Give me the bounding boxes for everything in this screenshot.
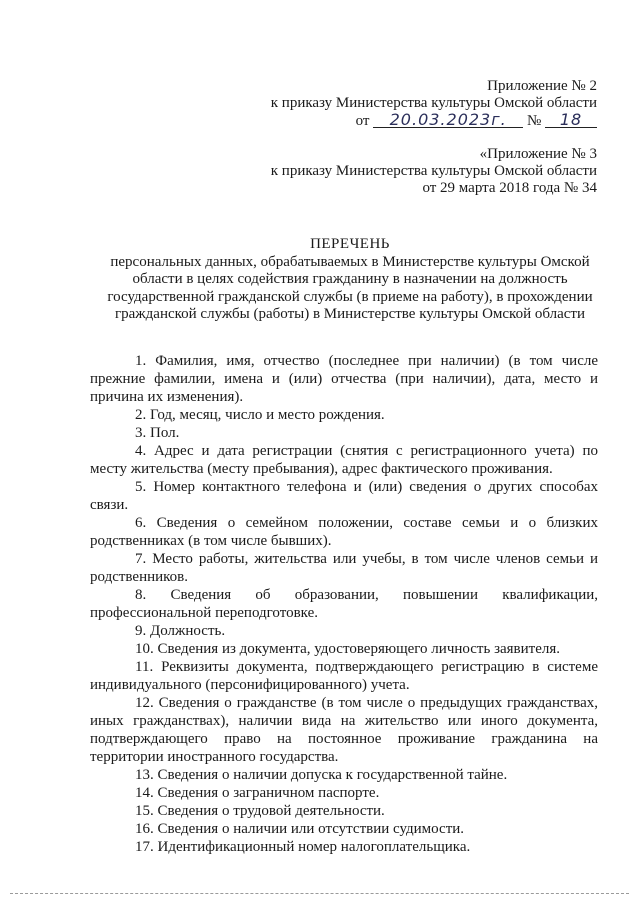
handwritten-number: 18	[545, 112, 597, 128]
list-item: 5. Номер контактного телефона и (или) сведения о других способах связи.	[90, 479, 598, 513]
list-item: 12. Сведения о гражданстве (в том числе о предыдущих гражданствах, иных гражданствах), наличии вида на жительство или иного документа, подтверждающего право на постоянное проживание гражданина на территории иностранного государства.	[90, 695, 598, 765]
list-item: 16. Сведения о наличии или отсутствии судимости.	[135, 821, 465, 837]
list-item: 3. Пол.	[135, 425, 180, 441]
appendix-3-header	[271, 146, 597, 197]
appendix-2-title: Приложение № 2	[487, 78, 597, 94]
date-prefix: от	[355, 113, 370, 129]
page-bottom-divider	[10, 893, 629, 894]
list-item: 10. Сведения из документа, удостоверяющего личность заявителя.	[135, 641, 561, 657]
appendix-2-header	[271, 78, 597, 130]
appendix-2-order-ref: к приказу Министерства культуры Омской области	[270, 95, 597, 111]
list-item: 4. Адрес и дата регистрации (снятия с регистрационного учета) по месту жительства (месту пребывания), адрес фактического проживания.	[90, 443, 598, 477]
document-subtitle: персональных данных, обрабатываемых в Министерстве культуры Омской области в целях содействия гражданину в назначении на должность государственной гражданской службы (в приеме на работу), в прохождении гражданской службы (работы) в Министерстве культуры Омской области	[107, 253, 593, 322]
list-item: 7. Место работы, жительства или учебы, в том числе членов семьи и родственников.	[90, 551, 598, 585]
list-item: 8. Сведения об образовании, повышении квалификации, профессиональной переподготовке.	[90, 587, 598, 621]
list-item: 2. Год, месяц, число и место рождения.	[135, 407, 385, 423]
list-item: 6. Сведения о семейном положении, составе семьи и о близких родственниках (в том числе бывших).	[90, 515, 598, 549]
list-item: 14. Сведения о заграничном паспорте.	[135, 785, 380, 801]
list-item: 11. Реквизиты документа, подтверждающего регистрацию в системе индивидуального (персонифицированного) учета.	[90, 659, 598, 693]
appendix-3-order-ref: к приказу Министерства культуры Омской области	[270, 163, 597, 179]
number-prefix: №	[526, 113, 542, 129]
list-item: 9. Должность.	[135, 623, 226, 639]
document-title-block	[90, 236, 610, 324]
personal-data-list	[90, 352, 598, 856]
appendix-3-order-date: от 29 марта 2018 года № 34	[422, 180, 597, 196]
list-item: 17. Идентификационный номер налогоплательщика.	[135, 839, 471, 855]
handwritten-date: 20.03.2023г.	[373, 112, 523, 128]
list-item: 15. Сведения о трудовой деятельности.	[135, 803, 385, 819]
appendix-2-date-number-line	[271, 112, 597, 130]
document-heading: ПЕРЕЧЕНЬ	[310, 236, 390, 252]
list-item: 1. Фамилия, имя, отчество (последнее при наличии) (в том числе прежние фамилии, имена и (или) отчества (при наличии), дата, место и причина их изменения).	[90, 353, 598, 405]
list-item: 13. Сведения о наличии допуска к государственной тайне.	[135, 767, 508, 783]
appendix-3-title: «Приложение № 3	[479, 146, 597, 162]
